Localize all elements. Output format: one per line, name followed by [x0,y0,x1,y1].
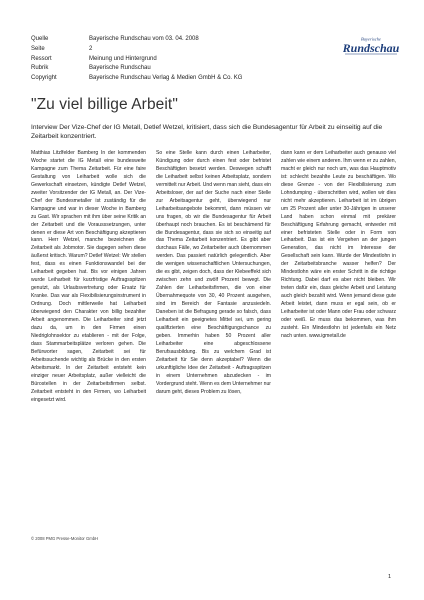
article-column-1: Matthias Litzlfelder Bamberg In der kommenden Woche startet die IG Metall eine bundesweite Kampagne zum Thema Zeitarbeit. Für eine faire Gestaltung von Leiharbeit wolle sich die Gewerkschaft einsetzen, kündigte Detlef Wetzel, zweiter Vorsitzender der IG Metall, an. Der Vize-Chef der Bundesmetaller ist zuständig für die Kampagne und war in dieser Woche in Bamberg zu Gast. Wir sprachen mit ihm über seine Kritik an der Zeitarbeit und die Vorausssetzungen, unter denen er diese Art von Beschäftigung akzeptieren kann. Herr Wetzel, manche bezeichnen die Zeitarbeit als Jobmotor. Sie dagegen sehen diese äußerst kritisch. Warum? Detlef Wetzel: Wir stellen fest, dass es einen Funktionswandel bei der Leiharbeit gegeben hat. Bis vor einigen Jahren wurde Leiharbeit für kurzfristige Auftragsspitzen genutzt, als Urlaubsvertretung oder Ersatz für Kranke. Das war als Flexibilisierungsinstrument in Ordnung. Doch mittlerweile hat Leiharbeit überwiegend den Charakter von billig bezahlter Arbeit angenommen. Die Leiharbeiter sind jetzt dazu da, um in den Firmen einen Niedriglohnsektor zu etablieren - mit der Folge, dass Stammarbeitsplätze verloren gehen. Die Befürworter sagen, Zeitarbeit sei für Arbeitssuchende wichtig als Brücke in den ersten Arbeitsmarkt. In der Zeitarbeit entsteht kein einziger neuer Arbeitsplatz, außer vielleicht die Bürostellen in der Zeitarbeitsfirmen selbst. Zeitarbeit entsteht in den Firmen, wo Leiharbeit eingesetzt wird. [31,150,146,403]
copyright-footer: © 2008 PMG Presse-Monitor GmbH [31,536,99,541]
meta-key: Rubrik [31,65,49,72]
article-headline: "Zu viel billige Arbeit" [31,96,178,113]
bayerische-rundschau-logo [343,35,399,55]
meta-key: Ressort [31,55,52,62]
meta-row [31,74,242,84]
meta-row [31,45,242,55]
article-lead: Interview Der Vize-Chef der IG Metall, Detlef Wetzel, kritisiert, dass sich die Bundesagentur für Arbeit zu einseitig auf die Zeitarbeit konzentriert. [31,124,383,140]
meta-value: Meinung und Hintergrund [89,55,157,62]
meta-value: Bayerische Rundschau vom 03. 04. 2008 [89,36,199,42]
meta-value: Bayerische Rundschau [89,65,151,72]
article-column-3: dann kann er dem Leiharbeiter auch genauso viel zahlen wie einem anderen. Ihm wenn er zu zahlen, macht er gleich nur noch um, was das Hauptmotiv ist: schlecht bezahlte Leute zu beschäftigen. Wo diese Grenze - von der Flexibilisierung zum Lohndumping - überschritten wird, wollen wir dies nicht mehr akzeptieren. Leiharbeit ist im übrigen um 25 Prozent aller unter 30-Jährigen in unserer Land haben schon einmal mit prekärer Beschäftigung Erfahrung gemacht, entweder mit einer befristeten Stelle oder in Form von Leiharbeit. Das ist ein Vergehen an der jungen Generation, das nicht im Interesse der Gesellschaft sein kann. Wurde der Mindestlohn in der Zeitarbeitsbranche wasser helfen? Der Mindestlohn wäre ein erster Schritt in die richtige Richtung. Dabei darf es aber nicht bleiben. Wir treten dafür ein, dass gleiche Arbeit und Leistung auch gleich bezahlt wird. Wenn jemand diese gute Arbeit leistet, dann muss er egal sein, ob er Leiharbeiter ist oder Mann oder Frau oder schwarz oder weiß. Er muss das bekommen, was ihm zusteht. Ein Mindestlohn ist jedenfalls ein Netz nach unten. www.igmetall.de [281,150,396,339]
meta-row [31,35,242,45]
article-body [31,150,397,480]
svg-text:Bayerische: Bayerische [361,36,381,42]
meta-row [31,64,242,74]
meta-key: Quelle [31,36,49,42]
svg-text:Rundschau: Rundschau [343,41,399,55]
article-column-2: So eine Stelle kann durch einen Leiharbeiter, Kündigung oder durch einen fest oder befristet Beschäftigten besetzt werden. Deswegen schafft die Leiharbeit selbst keinen Arbeitsplatz, sondern vermittelt nur Arbeit. Und wenn man sieht, dass ein Arbeitsloser, der auf der Suche nach einer Stelle zur Arbeitsagentur geht, überwiegend nur Leiharbeitsangebote bekommt, dann müssen wir uns fragen, ob wir die Bundesagentur für Arbeit überhaupt noch brauchen. Es ist beschämend für die Bundesagentur, dass sie sich so einseitig auf das Thema Zeitarbeit konzentriert. Es gibt aber durchaus Fälle, wo Zeitarbeiter auch übernommen werden. Das passiert natürlich gelegentlich. Aber die wenigen wissenschaftlichen Untersuchungen, die es gibt, zeigen doch, dass der Klebeeffekt sich zwischen zehn und zwölf Prozent bewegt. Die Zahlen der Leiharbeitsfirmen, die von einer Übernahmequote von 30, 40 Prozent ausgehen, sind im Bereich der Fantasie anzusiedeln. Daneben ist die Befragung gerade so falsch, dass Leiharbeit ein geeignetes Mittel sei, um gering qualifizierten eine Beschäftigungschance zu geben. Immerhin haben 50 Prozent aller Leiharbeiter eine abgeschlossene Berufsausbildung. Bis zu welchem Grad ist Zeitarbeit für Sie denn akzeptabel? Wenn die urkunftigliche Idee der Zeitarbeit - Auftragsspitzen in einem Unternehmen abzudecken - im Vordergrund steht. Wenn es dem Unternehmer nur darum geht, dieses Problem zu lösen, [156,150,271,395]
meta-value: 2 [89,45,93,52]
meta-key: Copyright [31,75,57,82]
document-meta [31,35,242,84]
meta-key: Seite [31,45,45,52]
meta-row [31,55,242,65]
page-number: 1 [388,574,392,580]
meta-value: Bayerische Rundschau Verlag & Medien GmbH & Co. KG [89,75,243,82]
